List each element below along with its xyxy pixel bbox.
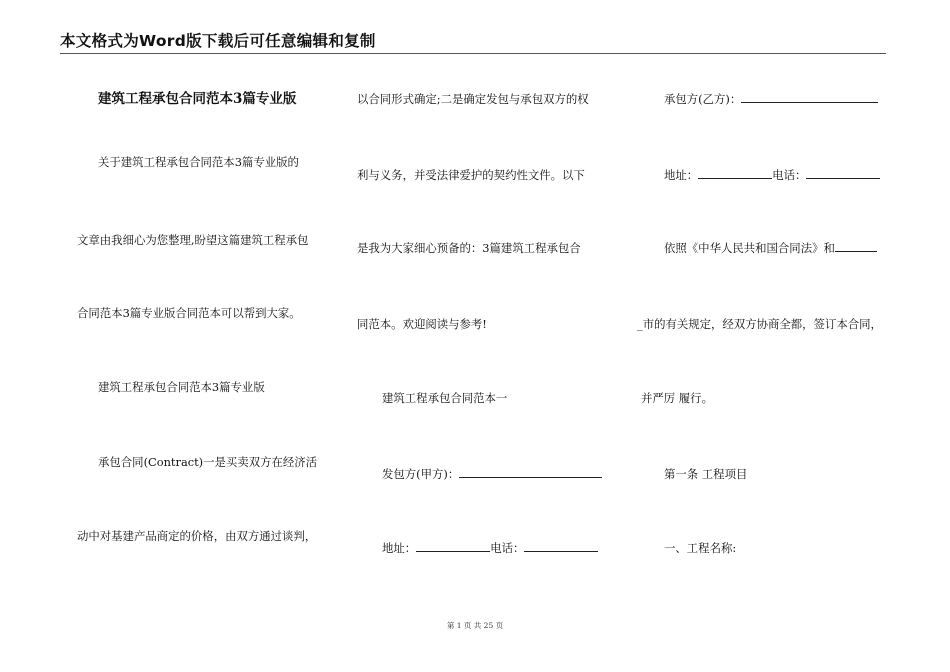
phone-blank: [524, 540, 598, 552]
phone-label: 电话：: [490, 541, 525, 555]
section-heading: 建筑工程承包合同范本3篇专业版: [98, 380, 265, 394]
contractor-label: 承包方(乙方)：: [664, 92, 742, 106]
paragraph-line: 合同范本3篇专业版合同范本可以帮到大家。: [77, 306, 301, 320]
item-heading: 一、工程名称:: [664, 541, 737, 555]
contractor-field: [664, 91, 878, 107]
address-label: 地址：: [382, 541, 417, 555]
address-blank: [698, 167, 772, 179]
doc-title: 建筑工程承包合同范本3篇专业版: [98, 91, 297, 107]
address-blank: [416, 540, 490, 552]
address-phone-field: [382, 540, 598, 556]
paragraph-line: 动中对基建产品商定的价格，由双方通过谈判，: [77, 529, 317, 543]
paragraph-line: 关于建筑工程承包合同范本3篇专业版的: [98, 155, 299, 169]
address-label: 地址：: [664, 168, 699, 182]
paragraph-line: 并严厉 履行。: [641, 391, 713, 405]
paragraph-line: 利与义务，并受法律爱护的契约性文件。以下: [357, 168, 585, 182]
paragraph-line: 同范本。欢迎阅读与参考!: [357, 317, 487, 331]
paragraph-line: 承包合同(Contract)一是买卖双方在经济活: [98, 455, 318, 469]
paragraph-line: _市的有关规定，经双方协商全都，签订本合同，: [637, 317, 882, 331]
contract-heading: 建筑工程承包合同范本一: [382, 391, 508, 405]
article-heading: 第一条 工程项目: [664, 467, 748, 481]
law-blank: [835, 240, 877, 252]
page-footer: 第 1 页 共 25 页: [446, 621, 504, 630]
doc-banner: 本文格式为Word版下载后可任意编辑和复制: [60, 32, 376, 50]
phone-label: 电话：: [772, 168, 807, 182]
employer-label: 发包方(甲方)：: [382, 467, 460, 481]
header-rule: [60, 53, 886, 54]
paragraph-line: 文章由我细心为您整理,盼望这篇建筑工程承包: [77, 233, 309, 247]
employer-field: [382, 466, 602, 482]
employer-blank: [459, 466, 602, 478]
law-reference-line: 依照《中华人民共和国合同法》和: [664, 240, 877, 256]
contractor-blank: [741, 91, 878, 103]
address-phone-field: [664, 167, 880, 183]
paragraph-line: 以合同形式确定;二是确定发包与承包双方的权: [357, 92, 589, 106]
paragraph-line: 是我为大家细心预备的：3篇建筑工程承包合: [357, 241, 581, 255]
phone-blank: [806, 167, 880, 179]
